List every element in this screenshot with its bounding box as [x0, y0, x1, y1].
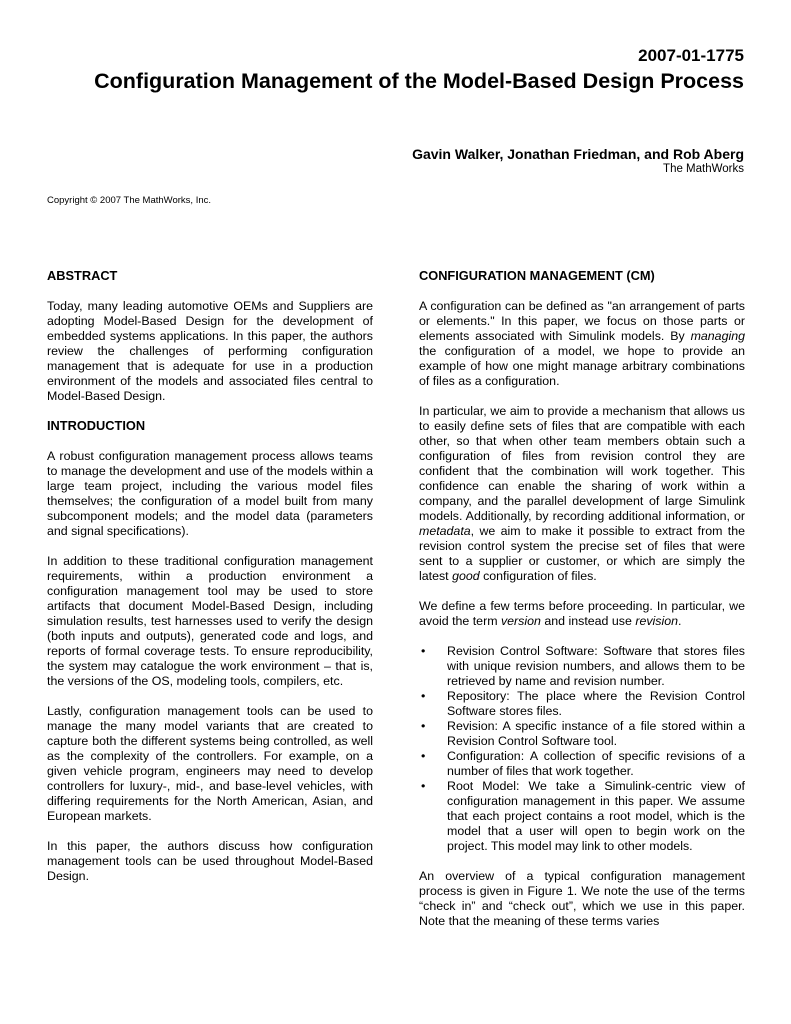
- list-item: • Revision: A specific instance of a file stored within a Revision Control Software tool.: [421, 719, 745, 748]
- list-item: • Revision Control Software: Software that stores files with unique revision numbers, and allows them to be retrieved by name and revision number.: [421, 644, 745, 688]
- bullet-glyph: •: [421, 779, 426, 793]
- cm-paragraph-3: We define a few terms before proceeding. In particular, we avoid the term version and instead use revision.: [419, 599, 745, 628]
- intro-paragraph-4: In this paper, the authors discuss how configuration management tools can be used throughout Model-Based Design.: [47, 839, 373, 883]
- bullet-glyph: •: [421, 749, 426, 763]
- list-item: • Root Model: We take a Simulink-centric view of configuration management in this paper. We assume that each project contains a root model, which is the model that a user will open to begin work on the project. This model may link to other models.: [421, 779, 745, 853]
- copyright-notice: Copyright © 2007 The MathWorks, Inc.: [47, 195, 212, 206]
- intro-paragraph-3: Lastly, configuration management tools can be used to manage the many model variants that are created to capture both the different systems being controlled, as well as the complexity of the controllers. For example, on a given vehicle program, engineers may need to develop controllers for luxury-, mid-, and base-level vehicles, with differing requirements for the North American, Asian, and European markets.: [47, 704, 373, 823]
- cm-heading: CONFIGURATION MANAGEMENT (CM): [419, 268, 655, 283]
- intro-paragraph-1: A robust configuration management process allows teams to manage the development and use of the models within a large team project, including the various model files themselves; the configuration of a model built from many subcomponent models; and the model data (parameters and signal specifications).: [47, 449, 373, 538]
- definitions-list: [419, 644, 745, 854]
- left-column: [47, 268, 373, 884]
- bullet-glyph: •: [421, 719, 426, 733]
- abstract-heading: ABSTRACT: [47, 268, 118, 283]
- list-item: • Configuration: A collection of specific revisions of a number of files that work together.: [421, 749, 745, 778]
- author-list: Gavin Walker, Jonathan Friedman, and Rob Aberg: [412, 146, 744, 162]
- paper-title: Configuration Management of the Model-Based Design Process: [94, 69, 744, 93]
- bullet-glyph: •: [421, 689, 426, 703]
- right-column: [419, 268, 745, 929]
- paper-number: 2007-01-1775: [638, 46, 744, 65]
- bullet-glyph: •: [421, 644, 426, 658]
- intro-paragraph-2: In addition to these traditional configuration management requirements, within a production environment a configuration management tool may be used to store artifacts that document Model-Based Design, including simulation results, test harnesses used to verify the design (both inputs and outputs), generated code and logs, and reports of formal coverage tests. To ensure reproducibility, the system may catalogue the work environment – that is, the versions of the OS, modeling tools, compilers, etc.: [47, 554, 373, 688]
- abstract-paragraph: Today, many leading automotive OEMs and Suppliers are adopting Model-Based Design for the development of embedded systems applications. In this paper, the authors review the challenges of performing configuration management that is adequate for use in a production environment of the models and associated files central to Model-Based Design.: [47, 299, 373, 403]
- introduction-heading: INTRODUCTION: [47, 418, 146, 433]
- cm-paragraph-2: In particular, we aim to provide a mechanism that allows us to easily define sets of files that are compatible with each other, so that when other team members obtain such a configuration of files from revision control they are confident that the combination will work together. This confidence can enable the sharing of work within a company, and the parallel development of large Simulink models. Additionally, by recording additional information, or metadata, we aim to make it possible to extract from the revision control system the precise set of files that were sent to a supplier or customer, or which are simply the latest good configuration of files.: [419, 404, 745, 583]
- cm-paragraph-1: A configuration can be defined as "an arrangement of parts or elements." In this paper, we focus on those parts or elements associated with Simulink models. By managing the configuration of a model, we hope to provide an example of how one might manage arbitrary combinations of files as a configuration.: [419, 299, 745, 388]
- list-item: • Repository: The place where the Revision Control Software stores files.: [421, 689, 745, 718]
- cm-paragraph-4: An overview of a typical configuration management process is given in Figure 1. We note the use of the terms “check in” and “check out”, which we use in this paper. Note that the meaning of these terms varies: [419, 869, 745, 928]
- affiliation: The MathWorks: [663, 163, 744, 175]
